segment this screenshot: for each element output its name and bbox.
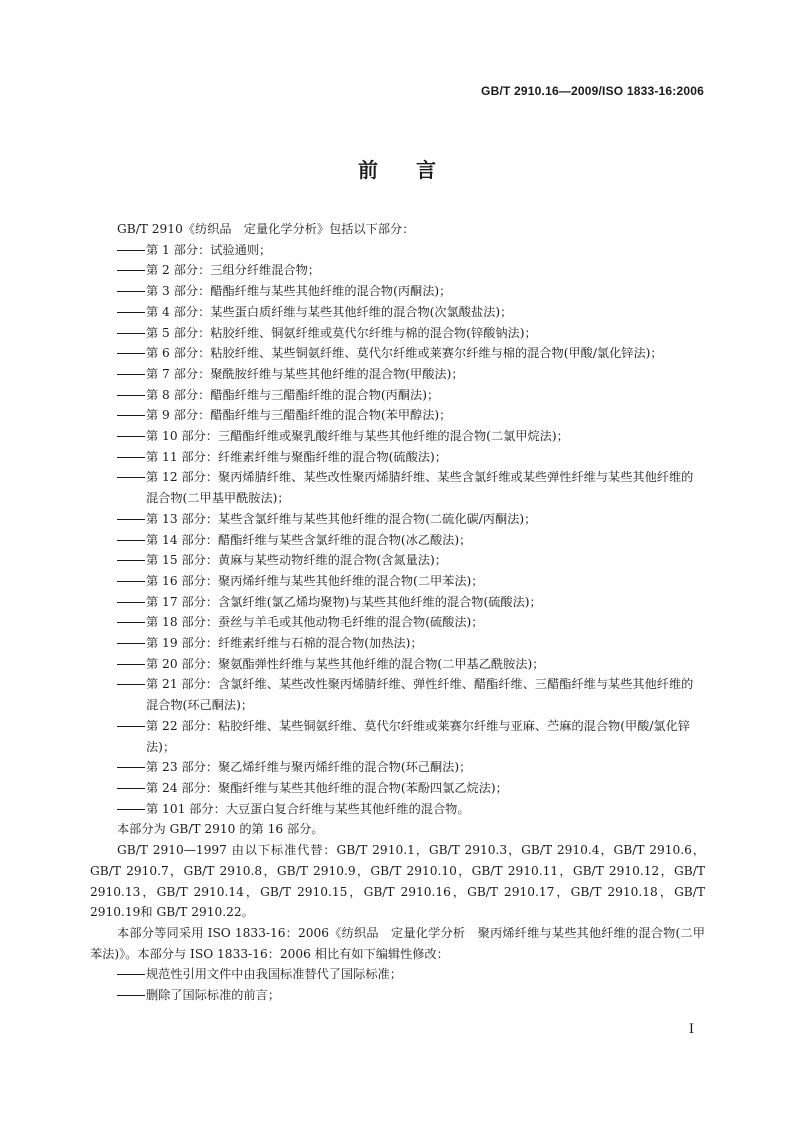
em-dash-marker — [117, 560, 145, 561]
paragraph-replacement: GB/T 2910—1997 由以下标准代替：GB/T 2910.1，GB/T 2910.3，GB/T 2910.4，GB/T 2910.6，GB/T 2910.7，GB/T 2910.8，GB/T 2910.9，GB/T 2910.10，GB/T 2910.11，GB/T 2910.12，GB/T 2910.13，GB/T 2910.14，GB/T 2910.15，GB/T 2910.16，GB/T 2910.17，GB/T 2910.18，GB/T 2910.19和 GB/T 2910.22。 — [90, 843, 705, 920]
change-list-item — [90, 985, 705, 1006]
part-list-item-text: 第 16 部分：聚丙烯纤维与某些其他纤维的混合物(二甲苯法)； — [146, 573, 484, 588]
em-dash-marker — [117, 312, 145, 313]
part-list-item — [90, 716, 705, 757]
em-dash-marker — [117, 457, 145, 458]
part-list-item-text: 第 5 部分：粘胶纤维、铜氨纤维或莫代尔纤维与棉的混合物(锌酸钠法)； — [146, 325, 537, 340]
part-list-item — [90, 530, 705, 551]
part-list-item-text: 第 8 部分：醋酯纤维与三醋酯纤维的混合物(丙酮法)； — [146, 387, 440, 402]
em-dash-marker — [117, 395, 145, 396]
part-list-item — [90, 778, 705, 799]
em-dash-marker — [117, 250, 145, 251]
em-dash-marker — [117, 643, 145, 644]
part-list-item-text: 第 9 部分：醋酯纤维与三醋酯纤维的混合物(苯甲醇法)； — [146, 408, 452, 423]
part-list-item — [90, 612, 705, 633]
page-title: 前言 — [358, 158, 474, 182]
em-dash-marker — [117, 726, 145, 727]
em-dash-marker — [117, 767, 145, 768]
em-dash-marker — [117, 664, 145, 665]
em-dash-marker — [117, 270, 145, 271]
part-list-item — [90, 260, 705, 281]
em-dash-marker — [117, 477, 145, 478]
part-list-item-text: 第 3 部分：醋酯纤维与某些其他纤维的混合物(丙酮法)； — [146, 284, 452, 299]
part-list-item-text: 第 23 部分：聚乙烯纤维与聚丙烯纤维的混合物(环己酮法)； — [146, 760, 472, 775]
part-list-item — [90, 550, 705, 571]
part-list-item-text: 第 1 部分：试验通则； — [146, 242, 272, 257]
em-dash-marker — [117, 622, 145, 623]
em-dash-marker — [117, 684, 145, 685]
part-list-item — [90, 323, 705, 344]
intro-paragraph: GB/T 2910《纺织品 定量化学分析》包括以下部分： — [117, 222, 415, 236]
part-list-item-text: 第 10 部分：三醋酯纤维或聚乳酸纤维与某些其他纤维的混合物(二氯甲烷法)； — [146, 429, 569, 444]
em-dash-marker — [117, 519, 145, 520]
part-list-item-text: 第 7 部分：聚酰胺纤维与某些其他纤维的混合物(甲酸法)； — [146, 366, 464, 381]
part-list-item — [90, 240, 705, 261]
part-list-item-text: 第 21 部分：含氯纤维、某些改性聚丙烯腈纤维、弹性纤维、醋酯纤维、三醋酯纤维与某些其他纤维的混合物(环己酮法)； — [146, 677, 694, 713]
paragraph-adoption: 本部分等同采用 ISO 1833-16：2006《纺织品 定量化学分析 聚丙烯纤维与某些其他纤维的混合物(二甲苯法)》。本部分与 ISO 1833-16：2006 相比有如下编辑性修改： — [90, 925, 705, 961]
em-dash-marker — [117, 374, 145, 375]
part-list-item-text: 第 6 部分：粘胶纤维、某些铜氨纤维、莫代尔纤维或莱赛尔纤维与棉的混合物(甲酸/氯化锌法)； — [146, 346, 663, 361]
part-list-item — [90, 571, 705, 592]
em-dash-marker — [117, 602, 145, 603]
change-list-item-text: 规范性引用文件中由我国标准替代了国际标准； — [146, 967, 402, 982]
part-list-item-text: 第 15 部分：黄麻与某些动物纤维的混合物(含氮量法)； — [146, 553, 447, 568]
em-dash-marker — [117, 788, 145, 789]
part-list-item — [90, 799, 705, 820]
part-list-item-text: 第 11 部分：纤维素纤维与聚酯纤维的混合物(硫酸法)； — [146, 449, 447, 464]
part-list-item — [90, 654, 705, 675]
em-dash-marker — [117, 540, 145, 541]
paragraph-part-number: 本部分为 GB/T 2910 的第 16 部分。 — [117, 822, 324, 837]
em-dash-marker — [117, 291, 145, 292]
em-dash-marker — [117, 415, 145, 416]
part-list-item — [90, 674, 705, 715]
part-list-item-text: 第 2 部分：三组分纤维混合物； — [146, 263, 320, 278]
em-dash-marker — [117, 809, 145, 810]
part-list-item-text: 第 24 部分：聚酯纤维与某些其他纤维的混合物(苯酚四氯乙烷法)； — [146, 780, 508, 795]
part-list-item-text: 第 101 部分：大豆蛋白复合纤维与某些其他纤维的混合物。 — [146, 801, 470, 816]
changes-list — [90, 964, 705, 1005]
part-list-item — [90, 343, 705, 364]
em-dash-marker — [117, 995, 145, 996]
em-dash-marker — [117, 974, 145, 975]
em-dash-marker — [117, 353, 145, 354]
part-list-item — [90, 364, 705, 385]
part-list-item — [90, 405, 705, 426]
part-list-item-text: 第 17 部分：含氯纤维(氯乙烯均聚物)与某些其他纤维的混合物(硫酸法)； — [146, 594, 542, 609]
part-list-item-text: 第 18 部分：蚕丝与羊毛或其他动物毛纤维的混合物(硫酸法)； — [146, 615, 484, 630]
part-list-item — [90, 281, 705, 302]
part-list-item — [90, 385, 705, 406]
part-list-item — [90, 302, 705, 323]
change-list-item-text: 删除了国际标准的前言； — [146, 988, 281, 1003]
em-dash-marker — [117, 333, 145, 334]
em-dash-marker — [117, 581, 145, 582]
part-list-item-text: 第 14 部分：醋酯纤维与某些含氯纤维的混合物(冰乙酸法)； — [146, 532, 472, 547]
part-list-item — [90, 592, 705, 613]
page-number: I — [688, 1022, 694, 1037]
part-list-item — [90, 509, 705, 530]
part-list-item — [90, 757, 705, 778]
part-list-item-text: 第 4 部分：某些蛋白质纤维与某些其他纤维的混合物(次氯酸盐法)； — [146, 304, 513, 319]
part-list-item — [90, 467, 705, 508]
document-body — [90, 219, 705, 1006]
parts-list — [90, 240, 705, 820]
change-list-item — [90, 964, 705, 985]
part-list-item-text: 第 19 部分：纤维素纤维与石棉的混合物(加热法)； — [146, 636, 423, 651]
part-list-item-text: 第 12 部分：聚丙烯腈纤维、某些改性聚丙烯腈纤维、某些含氯纤维或某些弹性纤维与某些其他纤维的混合物(二甲基甲酰胺法)； — [146, 470, 694, 506]
part-list-item-text: 第 22 部分：粘胶纤维、某些铜氨纤维、莫代尔纤维或莱赛尔纤维与亚麻、苎麻的混合物(甲酸/氯化锌法)； — [146, 718, 690, 754]
part-list-item — [90, 426, 705, 447]
part-list-item — [90, 633, 705, 654]
part-list-item-text: 第 20 部分：聚氨酯弹性纤维与某些其他纤维的混合物(二甲基乙酰胺法)； — [146, 656, 545, 671]
part-list-item-text: 第 13 部分：某些含氯纤维与某些其他纤维的混合物(二硫化碳/丙酮法)； — [146, 511, 537, 526]
standard-code-header: GB/T 2910.16—2009/ISO 1833-16:2006 — [481, 84, 704, 98]
part-list-item — [90, 447, 705, 468]
em-dash-marker — [117, 436, 145, 437]
